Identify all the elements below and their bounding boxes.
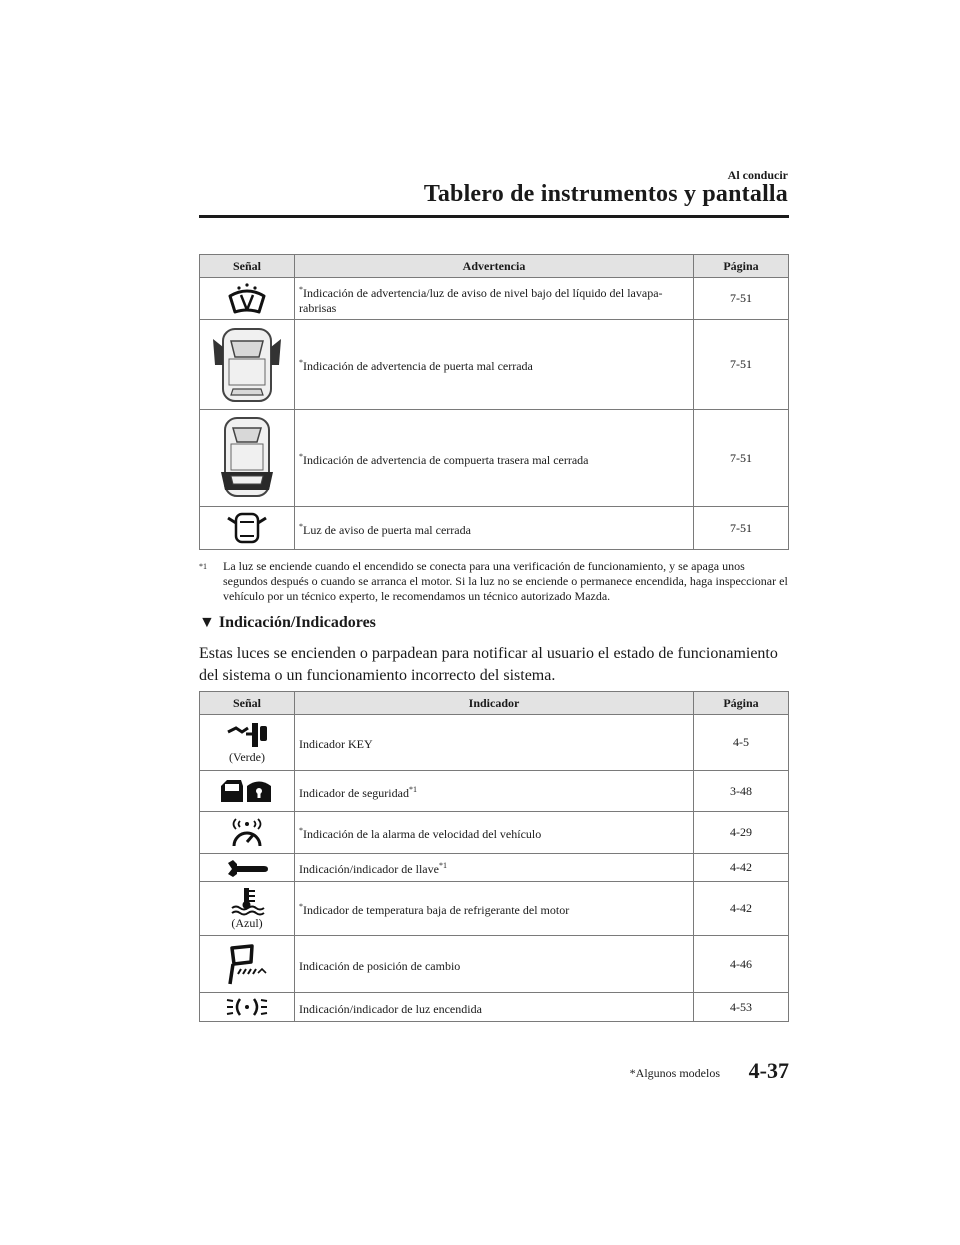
- table-row: [200, 812, 789, 854]
- page-ref: 7-51: [694, 320, 789, 410]
- page-number: 4-37: [748, 1058, 789, 1083]
- car-liftgate-open-icon: [209, 414, 285, 502]
- footnote-text: La luz se enciende cuando el encendido se conecta para una verificación de funcionamiento, y se apaga unos segundos después o cuando se arranca el motor. Si la luz no se enciende o permanece encendida, haga inspeccionar el vehículo por un técnico experto, le recomendamos un técnico autorizado Mazda.: [223, 559, 788, 603]
- table-row: [200, 507, 789, 550]
- table-row: [200, 320, 789, 410]
- key-indicator-icon: [224, 720, 270, 750]
- section-label: Al conducir: [727, 168, 788, 182]
- page-ref: 4-29: [694, 812, 789, 854]
- wrench-icon: [224, 858, 270, 878]
- windshield-washer-icon: [224, 282, 270, 316]
- indicator-table: [199, 691, 789, 1022]
- warning-table: [199, 254, 789, 550]
- row-text: Luz de aviso de puerta mal cerrada: [303, 522, 471, 537]
- footnote-star: *: [299, 826, 303, 835]
- lights-on-icon: [224, 996, 270, 1018]
- security-lock-icon: [219, 776, 275, 806]
- table-header-row: [200, 255, 789, 278]
- page-ref: 4-42: [694, 854, 789, 882]
- row-text: Indicación/indicador de luz encendida: [299, 1001, 482, 1016]
- footnote-star: *: [299, 284, 303, 294]
- row-text: Indicador KEY: [299, 737, 373, 751]
- page-ref: 3-48: [694, 771, 789, 812]
- table-row: [200, 771, 789, 812]
- car-door-open-icon: [209, 325, 285, 405]
- table-row: [200, 410, 789, 507]
- row-text: Indicación de advertencia de puerta mal cerrada: [303, 359, 533, 373]
- page-title: Tablero de instrumentos y pantalla: [423, 181, 788, 207]
- section-heading: ▼ Indicación/Indicadores: [199, 614, 376, 631]
- footnote-star: *: [299, 521, 303, 531]
- page-ref: 7-51: [694, 278, 789, 320]
- table-row: [200, 993, 789, 1022]
- table-row: [200, 278, 789, 320]
- footer-note: *Algunos modelos: [629, 1066, 720, 1080]
- icon-color-note: (Azul): [231, 916, 263, 930]
- row-text: Indicación de la alarma de velocidad del vehículo: [303, 827, 542, 841]
- row-text: Indicación de advertencia de compuerta trasera mal cerrada: [303, 452, 589, 467]
- footnote-star: *: [299, 451, 303, 461]
- page-ref: 4-53: [694, 993, 789, 1022]
- page-ref: 4-5: [694, 715, 789, 771]
- col-signal: Señal: [200, 692, 295, 715]
- footnote-star: *: [299, 902, 303, 911]
- low-coolant-temp-icon: [224, 886, 270, 916]
- footnote: [199, 559, 789, 604]
- col-warning: Advertencia: [295, 255, 694, 278]
- header-rule: [199, 215, 789, 218]
- footnote-mark: *1: [199, 562, 207, 571]
- table-row: [200, 715, 789, 771]
- col-signal: Señal: [200, 255, 295, 278]
- table-row: [200, 882, 789, 936]
- shift-position-icon: [224, 942, 270, 986]
- footnote-ref: *1: [408, 784, 417, 794]
- col-page: Página: [694, 692, 789, 715]
- row-text: Indicador de temperatura baja de refrigerante del motor: [303, 903, 570, 917]
- page-ref: 7-51: [694, 507, 789, 550]
- page-ref: 4-46: [694, 936, 789, 993]
- table-header-row: [200, 692, 789, 715]
- door-ajar-light-icon: [224, 511, 270, 545]
- row-text: Indicación/indicador de llave: [299, 862, 439, 876]
- speed-alarm-icon: [224, 816, 270, 850]
- row-text: Indicación de advertencia/luz de aviso de nivel bajo del líquido del lavapa-rabrisas: [299, 285, 663, 315]
- table-row: [200, 936, 789, 993]
- page-ref: 4-42: [694, 882, 789, 936]
- page-ref: 7-51: [694, 410, 789, 507]
- footnote-ref: *1: [438, 861, 447, 870]
- col-page: Página: [694, 255, 789, 278]
- col-indicator: Indicador: [295, 692, 694, 715]
- icon-color-note: (Verde): [229, 750, 265, 764]
- section-body: Estas luces se encienden o parpadean para notificar al usuario el estado de funcionamiento del sistema o un funcionamiento incorrecto del sistema.: [199, 645, 778, 684]
- row-text: Indicación de posición de cambio: [299, 958, 461, 973]
- table-row: [200, 854, 789, 882]
- footnote-star: *: [299, 358, 303, 367]
- row-text: Indicador de seguridad: [299, 785, 409, 800]
